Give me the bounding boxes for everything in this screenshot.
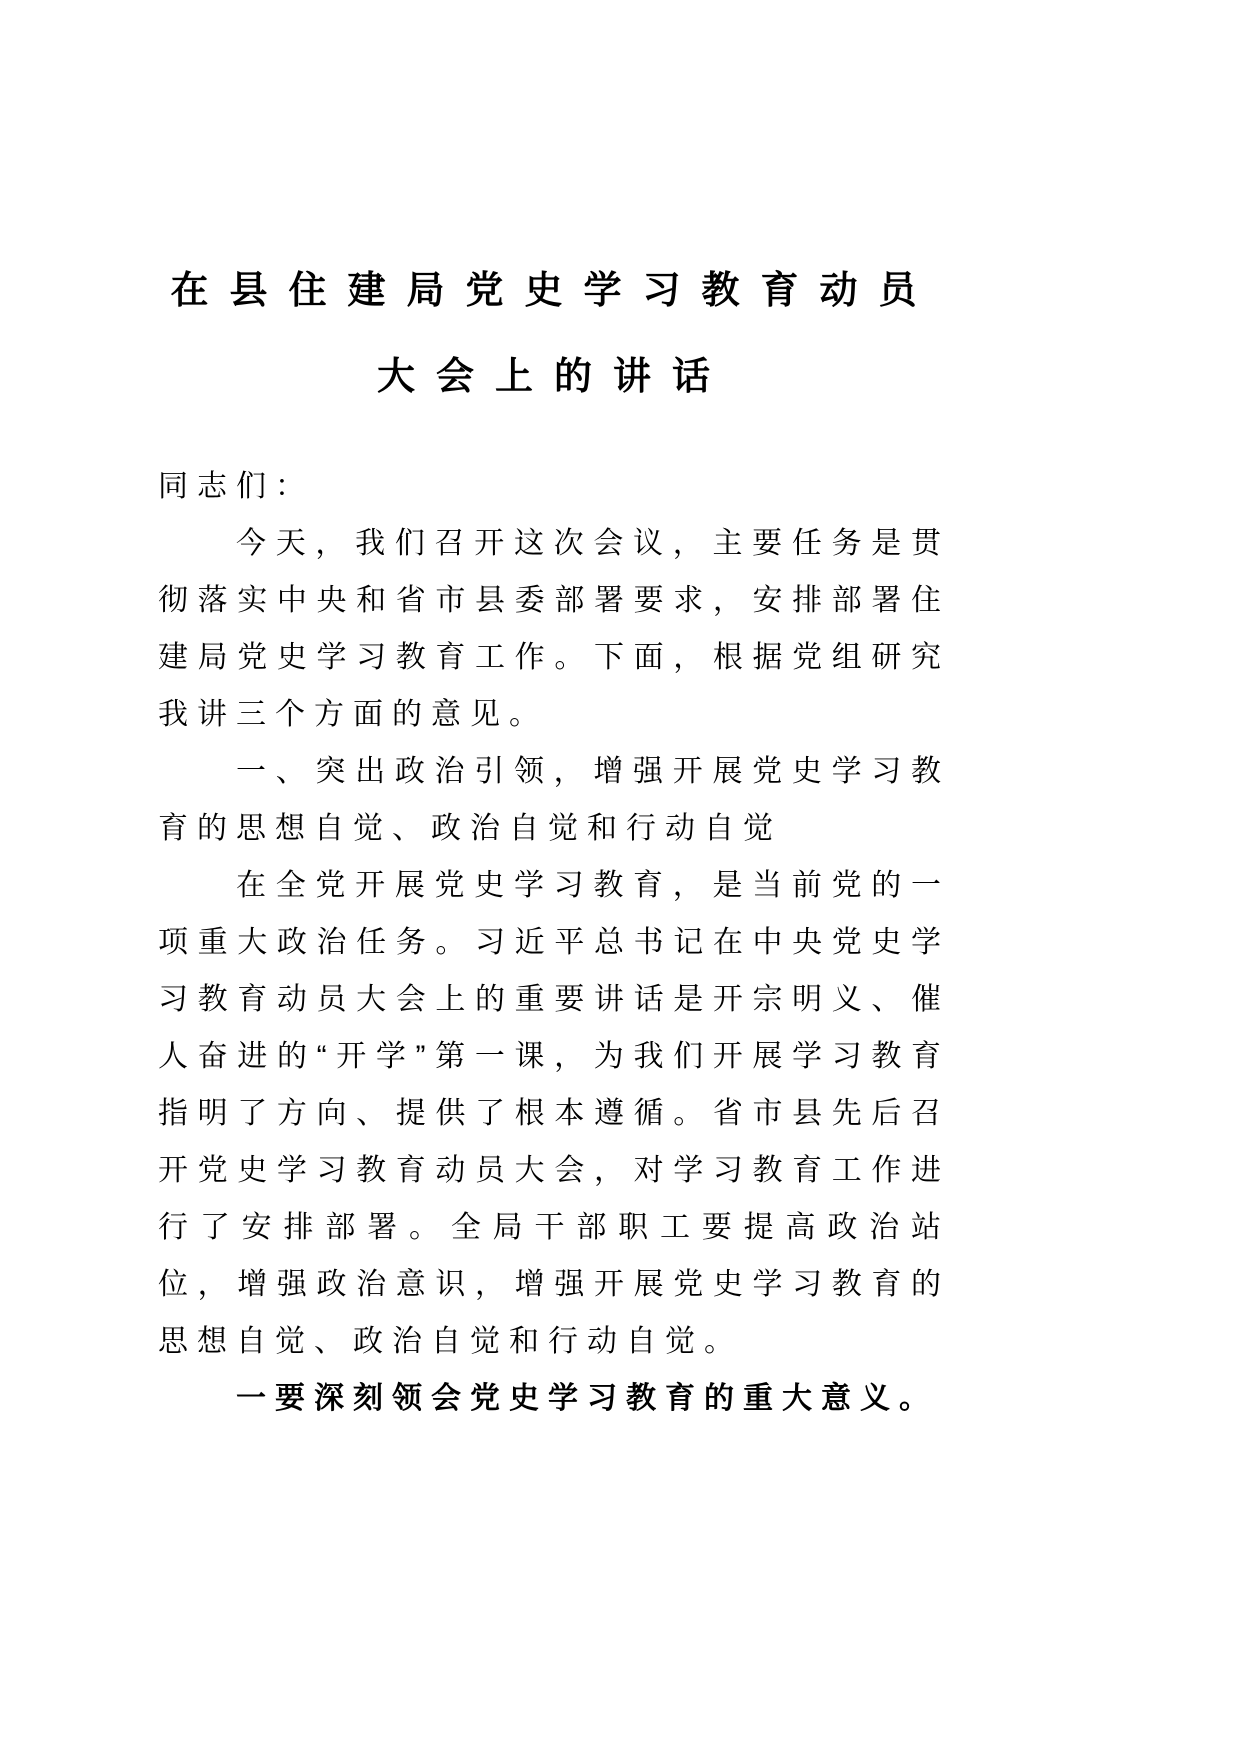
document-title [158, 248, 950, 420]
body-paragraph: 在全党开展党史学习教育，是当前党的一项重大政治任务。习近平总书记在中央党史学习教育动员大会上的重要讲话是开宗明义、催人奋进的“开学”第一课，为我们开展学习教育指明了方向、提供了根本遵循。省市县先后召开党史学习教育动员大会，对学习教育工作进行了安排部署。全局干部职工要提高政治站位，增强政治意识，增强开展党史学习教育的思想自觉、政治自觉和行动自觉。 [158, 869, 950, 1358]
salutation-line: 同志们： [158, 470, 314, 503]
intro-paragraph: 今天，我们召开这次会议，主要任务是贯彻落实中央和省市县委部署要求，安排部署住建局党史学习教育工作。下面，根据党组研究我讲三个方面的意见。 [158, 527, 950, 731]
title-line-1: 在县住建局党史学习教育动员 [170, 270, 938, 312]
subpoint-heading-bold: 一要深刻领会党史学习教育的重大意义。 [236, 1382, 938, 1415]
title-line-2: 大会上的讲话 [376, 356, 731, 398]
document-body [158, 458, 950, 1427]
section-heading-1: 一、突出政治引领，增强开展党史学习教育的思想自觉、政治自觉和行动自觉 [158, 755, 950, 845]
